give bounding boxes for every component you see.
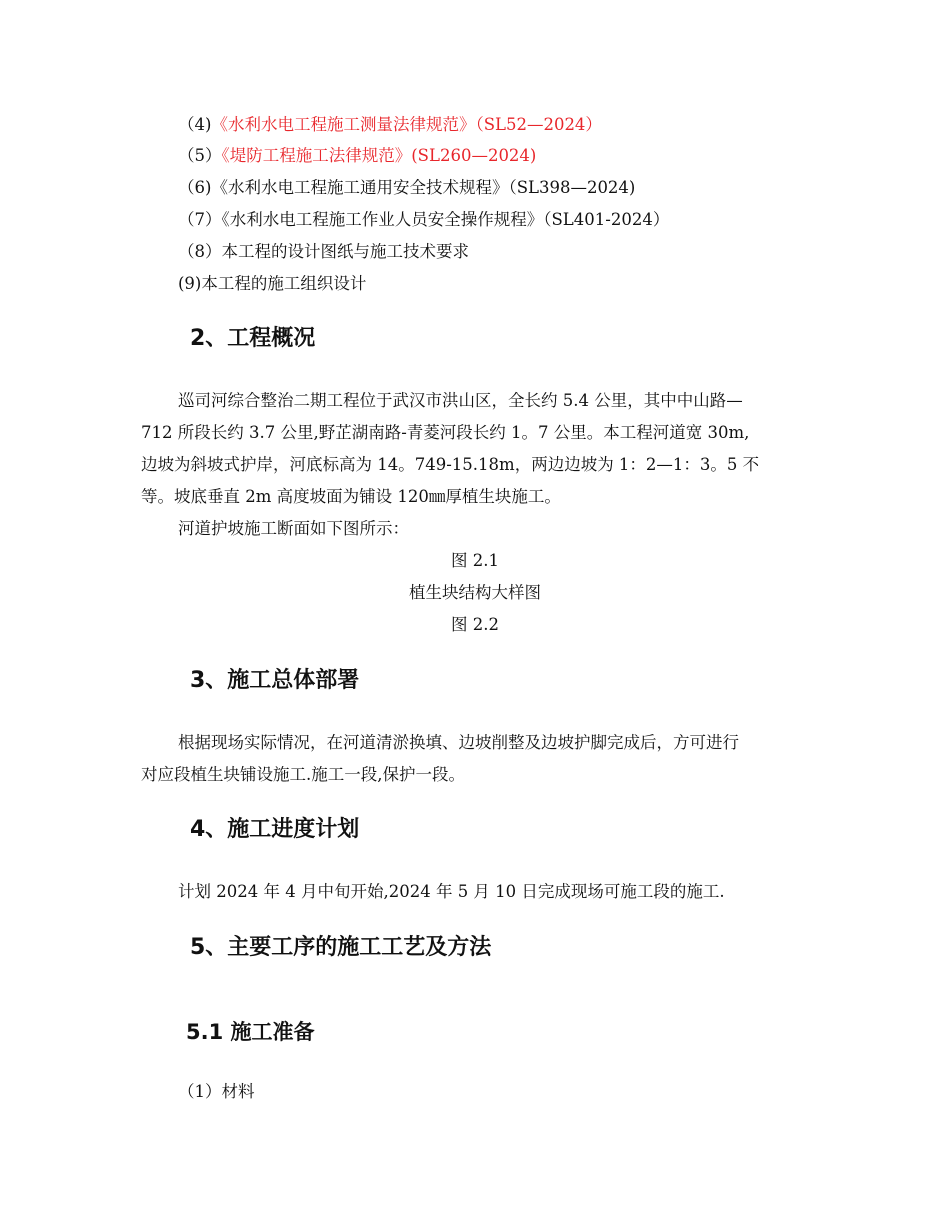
figure-label: 图 2.2 [451,615,499,634]
figure-caption: 植生块结构大样图 [409,583,541,602]
list-item: （1）材料 [178,1082,255,1101]
reference-item-7 [178,210,669,230]
section-heading-3: 3、施工总体部署 [190,668,360,693]
reference-number: （8） [178,242,222,261]
figure-label: 图 2.1 [451,551,499,570]
reference-number: （7） [178,210,222,229]
reference-number: （4) [178,115,212,134]
paragraph-line: 根据现场实际情况，在河道清淤换填、边坡削整及边坡护脚完成后，方可进行 [178,733,739,752]
subsection-heading-5-1: 5.1 施工准备 [186,1020,315,1044]
reference-item-5 [178,146,536,166]
reference-number: （5） [178,146,222,165]
reference-title: 本工程的施工组织设计 [201,274,367,293]
reference-item-4 [178,115,602,135]
reference-title: 《堤防工程施工法律规范》(SL260—2024) [221,146,537,165]
reference-title: 《水利水电工程施工通用安全技术规程》（SL398—2024) [211,178,636,197]
reference-title: 本工程的设计图纸与施工技术要求 [221,242,469,261]
section-heading-4: 4、施工进度计划 [190,817,360,842]
reference-title: 《水利水电工程施工测量法律规范》（SL52—2024） [211,115,602,134]
paragraph-line: 计划 2024 年 4 月中旬开始,2024 年 5 月 10 日完成现场可施工段的施工. [178,882,725,901]
reference-title: 《水利水电工程施工作业人员安全操作规程》（SL401-2024） [221,210,670,229]
paragraph-line: 巡司河综合整治二期工程位于武汉市洪山区，全长约 5.4 公里，其中中山路— [178,391,743,410]
reference-number: （6) [178,178,212,197]
reference-item-8 [178,242,469,262]
reference-item-6 [178,178,635,198]
paragraph-line: 对应段植生块铺设施工.施工一段,保护一段。 [141,765,465,784]
section-heading-2: 2、工程概况 [190,326,316,351]
paragraph-line: 边坡为斜坡式护岸，河底标高为 14。749-15.18m，两边边坡为 1：2—1：3。5 不 [141,455,760,474]
paragraph-line: 河道护坡施工断面如下图所示： [178,519,409,538]
reference-number: (9) [178,274,202,293]
reference-item-9 [178,274,366,294]
paragraph-line: 等。坡底垂直 2m 高度坡面为铺设 120㎜厚植生块施工。 [141,487,561,506]
paragraph-line: 712 所段长约 3.7 公里,野芷湖南路-青菱河段长约 1。7 公里。本工程河道宽 30m, [141,423,750,442]
section-heading-5: 5、主要工序的施工工艺及方法 [190,935,492,960]
